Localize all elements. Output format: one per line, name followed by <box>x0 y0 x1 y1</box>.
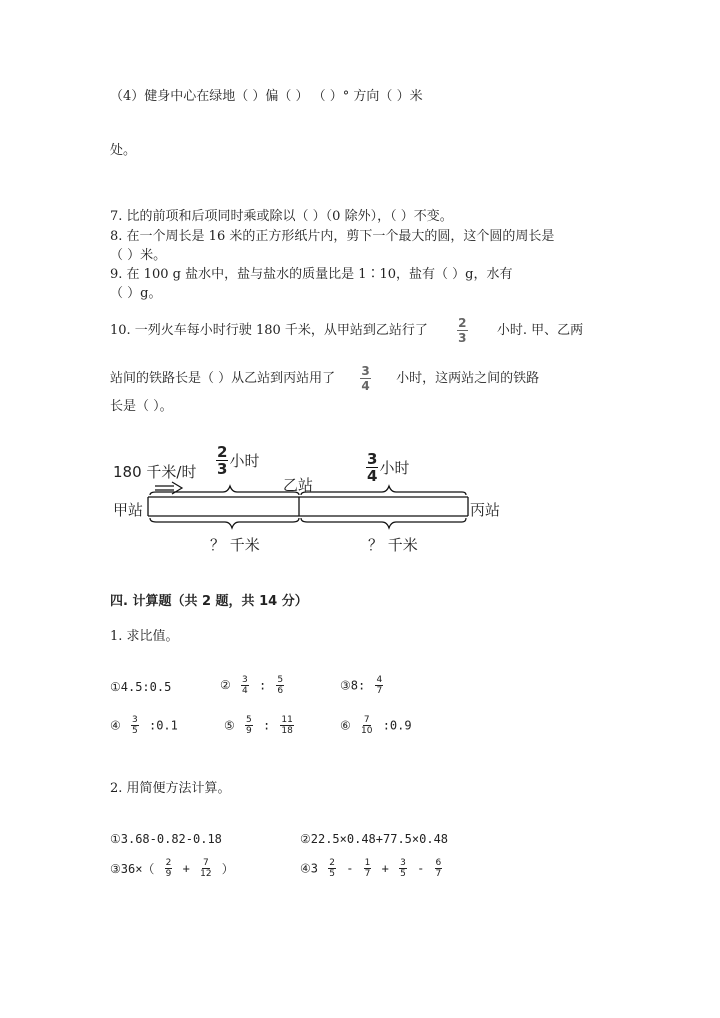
calc-1: ①3.68-0.82-0.18 <box>110 832 222 846</box>
ratio-3: ③8: $\frac{4}{7}$ <box>340 675 383 696</box>
ratio-6: ⑥ $\frac{7}{10}$ :0.9 <box>340 715 412 736</box>
q6-4-line1: （4）健身中心在绿地（ ）偏（ ） （ ）° 方向（ ）米 <box>110 89 423 104</box>
q8-line2: （ ）米。 <box>110 248 167 263</box>
q10-line2-a: 站间的铁路长是（ ）从乙站到丙站用了 <box>110 371 336 386</box>
q6-4-line2: 处。 <box>110 143 137 158</box>
q7-text: 7. 比的前项和后项同时乘或除以（ ）（0 除外），（ ）不变。 <box>110 209 453 224</box>
q9-line1: 9. 在 100 g 盐水中，盐与盐水的质量比是 1∶10，盐有（ ）g，水有 <box>110 267 513 282</box>
section-4-title: 四. 计算题（共 2 题，共 14 分） <box>110 594 308 609</box>
q10-fraction-2: $\frac{3}{4}$ <box>361 364 370 393</box>
unknown-distance-1: ？ 千米 <box>210 536 260 554</box>
q10-line1-a: 10. 一列火车每小时行驶 180 千米，从甲站到乙站行了 <box>110 323 428 338</box>
calc-q1-title: 1. 求比值。 <box>110 629 179 644</box>
ratio-1: ①4.5:0.5 <box>110 680 172 694</box>
station-a-label: 甲站 <box>113 501 144 519</box>
diagram-speed-label: 180 千米/时 <box>113 463 197 481</box>
ratio-2: ② $\frac{3}{4}$ : $\frac{5}{6}$ <box>220 675 284 696</box>
q10-line3: 长是（ ）。 <box>110 399 173 414</box>
station-c-label: 丙站 <box>470 501 501 519</box>
diagram-time-1: $\frac{2}{3}$ 小时 <box>217 443 260 478</box>
q9-line2: （ ）g。 <box>110 286 162 301</box>
diagram-time-2: $\frac{3}{4}$ 小时 <box>367 450 410 485</box>
q8-line1: 8. 在一个周长是 16 米的正方形纸片内，剪下一个最大的圆，这个圆的周长是 <box>110 229 555 244</box>
q10-line1 <box>110 316 583 345</box>
calc-q2-title: 2. 用简便方法计算。 <box>110 781 231 796</box>
ratio-5: ⑤ $\frac{5}{9}$ : $\frac{11}{18}$ <box>224 715 293 736</box>
calc-4: ④3 $\frac{2}{5}$ - $\frac{1}{7}$ + $\frac{3}{5}$ - $\frac{6}{7}$ <box>300 858 442 879</box>
q10-line2-b: 小时，这两站之间的铁路 <box>396 371 540 386</box>
calc-3: ③36×（ $\frac{2}{9}$ + $\frac{7}{12}$ ） <box>110 858 234 879</box>
station-b-label: 乙站 <box>283 476 314 494</box>
q10-fraction-1: $\frac{2}{3}$ <box>458 316 467 345</box>
q10-line2 <box>110 364 539 393</box>
ratio-4: ④ $\frac{3}{5}$ :0.1 <box>110 715 178 736</box>
unknown-distance-2: ？ 千米 <box>368 536 418 554</box>
calc-2: ②22.5×0.48+77.5×0.48 <box>300 832 449 846</box>
q10-line1-b: 小时. 甲、乙两 <box>496 323 584 338</box>
segment-diagram <box>100 440 520 570</box>
